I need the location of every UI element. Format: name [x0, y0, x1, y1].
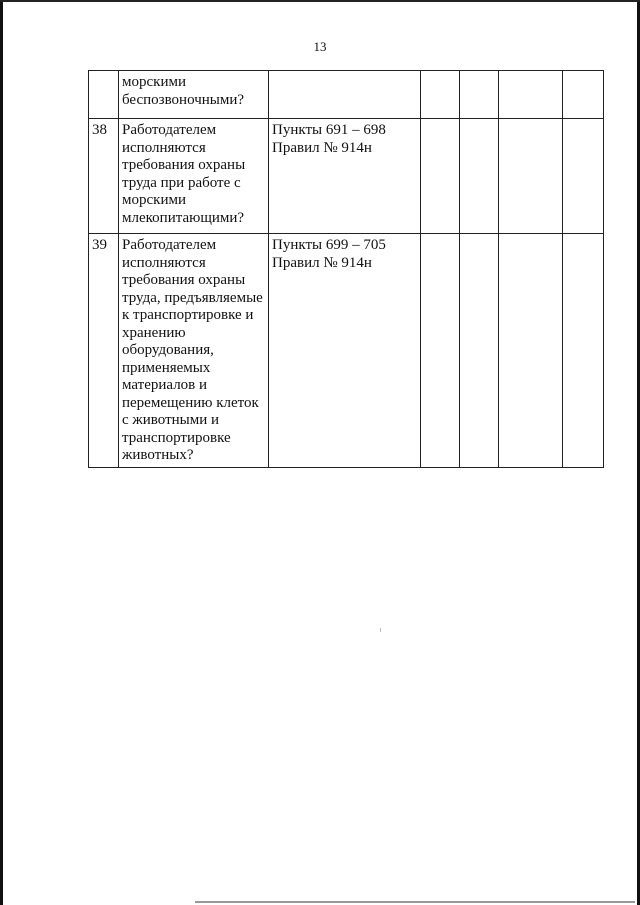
question-line: морскими — [122, 192, 186, 208]
note-cell[interactable] — [563, 234, 604, 468]
scan-edge-line — [195, 901, 635, 903]
table-row — [89, 234, 604, 468]
question-line: перемещению клеток — [122, 394, 259, 411]
answer-cell-na[interactable] — [499, 234, 563, 468]
answer-cell-na[interactable] — [499, 71, 563, 119]
note-cell[interactable] — [563, 71, 604, 119]
question-line: требования охраны — [122, 157, 246, 173]
reference-cell — [269, 71, 421, 119]
question-line: млекопитающими? — [122, 209, 245, 226]
reference-line: Правил № 914н — [272, 139, 372, 156]
answer-cell-no[interactable] — [460, 234, 499, 468]
answer-cell-na[interactable] — [499, 119, 563, 234]
page-border-top — [0, 0, 640, 2]
scan-speck — [380, 628, 381, 632]
question-line: труда при работе с — [122, 174, 241, 191]
question-line: материалов и — [122, 377, 208, 393]
reference-line: Правил № 914н — [272, 254, 372, 271]
question-cell — [119, 71, 269, 119]
note-cell[interactable] — [563, 119, 604, 234]
question-line: морскими — [122, 74, 186, 90]
row-number: 39 — [89, 234, 119, 468]
question-line: к транспортировке и — [122, 307, 254, 323]
question-cell — [119, 119, 269, 234]
page-number: 13 — [313, 39, 327, 54]
question-cell — [119, 234, 269, 468]
question-line: труда, предъявляемые — [122, 289, 263, 306]
table-row — [89, 119, 604, 234]
question-line: транспортировке — [122, 429, 231, 446]
question-line: применяемых — [122, 359, 211, 376]
page-border-left — [0, 0, 3, 905]
question-line: исполняются — [122, 254, 206, 271]
reference-line: Пункты 699 – 705 — [272, 237, 386, 253]
reference-cell — [269, 234, 421, 468]
row-number — [89, 71, 119, 119]
question-line: требования охраны — [122, 272, 246, 288]
question-line: с животными и — [122, 412, 220, 428]
question-line: Работодателем — [122, 122, 217, 138]
answer-cell-yes[interactable] — [421, 119, 460, 234]
table-row — [89, 71, 604, 119]
answer-cell-no[interactable] — [460, 119, 499, 234]
question-line: хранению — [122, 324, 186, 341]
checklist-table — [88, 70, 604, 468]
question-line: исполняются — [122, 139, 206, 156]
row-number: 38 — [89, 119, 119, 234]
answer-cell-yes[interactable] — [421, 71, 460, 119]
question-line: Работодателем — [122, 237, 217, 253]
reference-cell — [269, 119, 421, 234]
answer-cell-no[interactable] — [460, 71, 499, 119]
question-line: оборудования, — [122, 342, 214, 358]
question-line: беспозвоночными? — [122, 91, 245, 108]
question-line: животных? — [122, 447, 194, 463]
reference-line: Пункты 691 – 698 — [272, 122, 386, 138]
answer-cell-yes[interactable] — [421, 234, 460, 468]
